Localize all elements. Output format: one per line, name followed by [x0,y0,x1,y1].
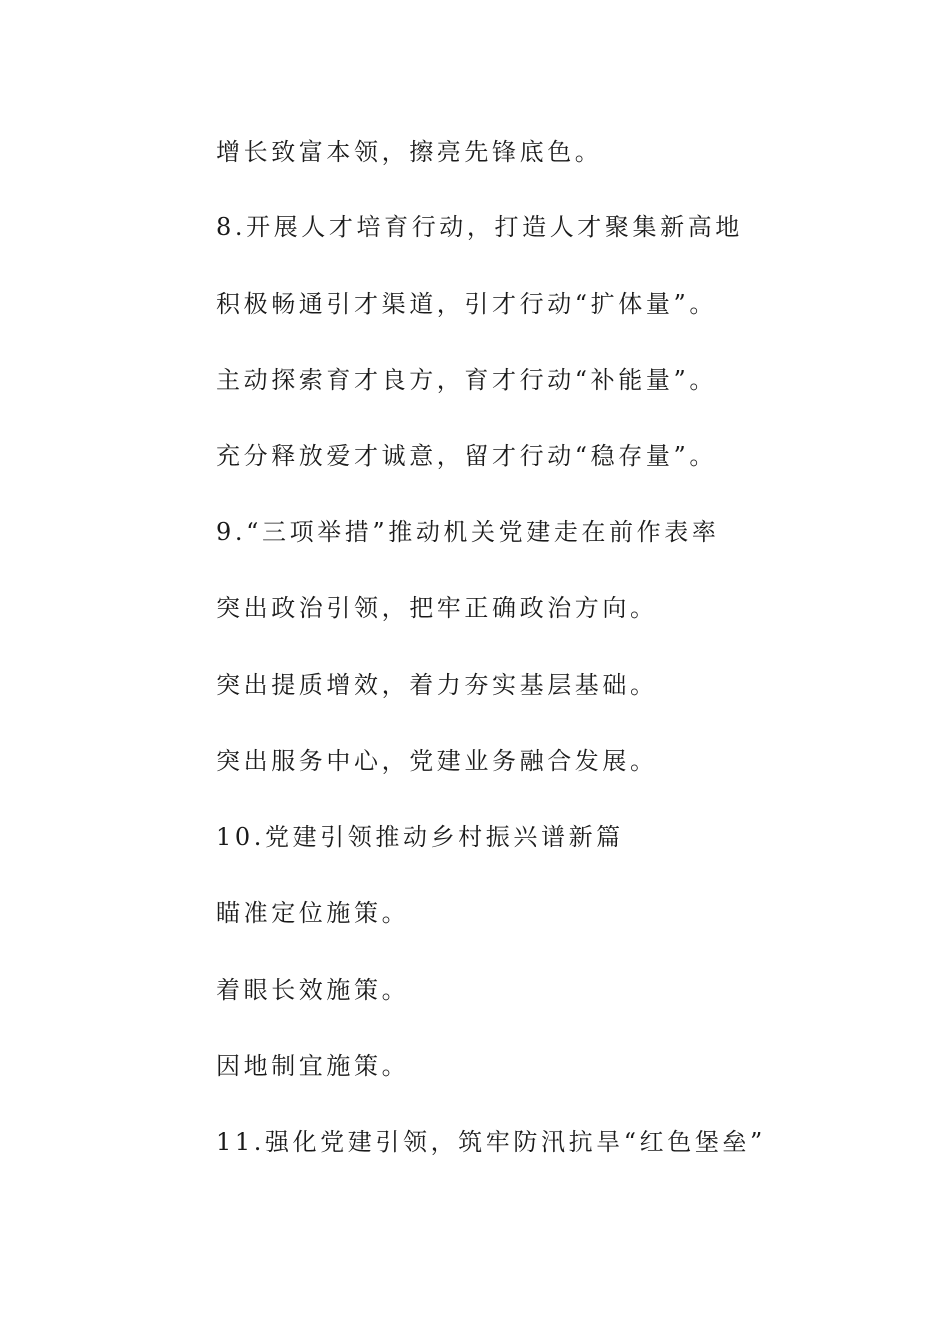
section-heading-10: 10.党建引领推动乡村振兴谱新篇 [216,823,624,851]
section-heading-11: 11.强化党建引领，筑牢防汛抗旱“红色堡垒” [216,1128,766,1156]
body-text-line: 突出提质增效，着力夯实基层基础。 [216,671,658,699]
body-text-line: 着眼长效施策。 [216,976,410,1004]
body-text-line: 突出服务中心，党建业务融合发展。 [216,747,658,775]
section-heading-8: 8.开展人才培育行动，打造人才聚集新高地 [216,213,743,241]
section-heading-9: 9.“三项举措”推动机关党建走在前作表率 [216,518,720,546]
body-text-line: 瞄准定位施策。 [216,899,410,927]
body-text-line: 因地制宜施策。 [216,1052,410,1080]
body-text-line: 突出政治引领，把牢正确政治方向。 [216,594,658,622]
body-text-line: 积极畅通引才渠道，引才行动“扩体量”。 [216,290,717,318]
body-text-line: 主动探索育才良方，育才行动“补能量”。 [216,366,717,394]
body-text-line: 充分释放爱才诚意，留才行动“稳存量”。 [216,442,717,470]
body-text-line: 增长致富本领，擦亮先锋底色。 [216,138,603,166]
